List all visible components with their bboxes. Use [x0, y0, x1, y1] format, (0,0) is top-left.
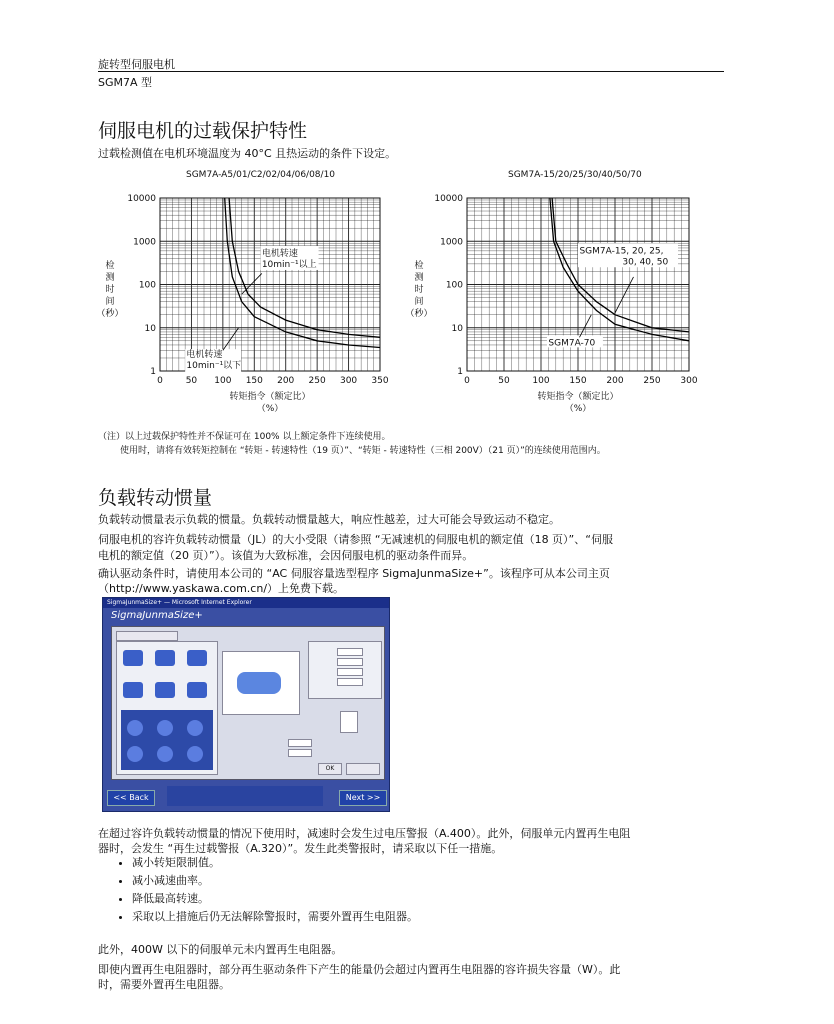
list-item: • 减小减速曲率。	[132, 872, 736, 890]
y-axis-label: 间	[105, 297, 115, 307]
x-axis-label-unit: （%）	[256, 404, 284, 414]
x-axis-label: 转矩指令（额定比）	[537, 392, 619, 402]
paragraph-inertia-3b: （http://www.yaskawa.com.cn/）上免费下载。	[98, 582, 345, 595]
y-tick-label: 10	[144, 323, 156, 334]
screenshot-ok-button[interactable]: OK	[318, 763, 342, 775]
chart2-title: SGM7A-15/20/25/30/40/50/70	[508, 170, 642, 180]
x-axis-label-unit: （%）	[564, 404, 592, 414]
annotation-speed-low-2: 10min⁻¹以下	[186, 361, 242, 372]
annotation-leader	[615, 277, 634, 313]
x-tick-label: 100	[532, 376, 550, 386]
annotation-speed-high-2: 10min⁻¹以上	[261, 259, 317, 270]
y-axis-label: 时	[414, 285, 424, 295]
y-axis-label: 测	[414, 273, 424, 283]
screenshot-step-bar	[167, 786, 323, 806]
y-tick-label: 100	[138, 280, 156, 291]
chart1	[96, 180, 396, 420]
paragraph-inertia-6a: 即使内置再生电阻器时，部分再生驱动条件下产生的能量仍会超过内置再生电阻器的容许损失容量（W）。此	[98, 963, 621, 976]
chart1-title: SGM7A-A5/01/C2/02/04/06/08/10	[186, 170, 336, 180]
y-tick-label: 10000	[434, 194, 463, 204]
y-axis-label: 时	[105, 285, 115, 295]
screenshot-app-name: SigmaJunmaSize+	[111, 610, 203, 621]
annotation-series-a: SGM7A-15, 20, 25,	[579, 246, 664, 257]
y-axis-label: 间	[414, 297, 424, 307]
paragraph-inertia-6b: 时，需要外置再生电阻器。	[98, 978, 230, 991]
paragraph-inertia-2a: 伺服电机的容许负载转动惯量（JL）的大小受限（请参照 “无减速机的伺服电机的额定值（18 页）”、“伺服	[98, 533, 613, 546]
x-tick-label: 300	[680, 376, 698, 386]
screenshot-tab[interactable]	[116, 631, 178, 641]
screenshot-back-button[interactable]: << Back	[107, 790, 155, 806]
chart2	[405, 180, 710, 420]
section-title-inertia: 负载转动惯量	[98, 487, 213, 509]
screenshot-panel	[111, 626, 385, 780]
annotation-speed-low: 电机转速	[186, 350, 223, 361]
section-title-overload: 伺服电机的过载保护特性	[98, 120, 308, 142]
x-tick-label: 300	[339, 376, 358, 386]
screenshot-mechanism-grid	[116, 641, 218, 775]
list-item: • 降低最高转速。	[132, 890, 736, 908]
y-tick-label: 1	[457, 367, 463, 377]
paragraph-inertia-4a: 在超过容许负载转动惯量的情况下使用时，减速时会发生过电压警报（A.400）。此外，伺服单元内置再生电阻	[98, 827, 631, 840]
y-tick-label: 1000	[133, 237, 156, 248]
x-tick-label: 200	[277, 376, 295, 386]
annotation-series-b: SGM7A-70	[548, 338, 596, 349]
x-tick-label: 100	[214, 376, 232, 386]
screenshot-title-bar: SigmaJunmaSize+ — Microsoft Internet Explorer	[103, 598, 389, 608]
note-1: （注）以上过载保护特性并不保证可在 100% 以上额定条件下连续使用。	[98, 432, 391, 442]
x-tick-label: 150	[569, 376, 587, 386]
x-axis-label: 转矩指令（额定比）	[229, 392, 311, 402]
screenshot-cylinder-preview	[222, 651, 300, 715]
x-tick-label: 250	[643, 376, 661, 386]
y-axis-label: （秒）	[405, 309, 433, 319]
y-axis-label: （秒）	[96, 309, 124, 319]
x-tick-label: 50	[185, 376, 198, 386]
y-axis-label: 检	[105, 261, 115, 271]
y-axis-label: 检	[414, 261, 424, 271]
screenshot-calc-button[interactable]	[340, 711, 358, 733]
paragraph-inertia-3a: 确认驱动条件时，请使用本公司的 “AC 伺服容量选型程序 SigmaJunmaSize+”。该程序可从本公司主页	[98, 567, 610, 580]
annotation-speed-high: 电机转速	[261, 248, 298, 259]
annotation-series-a-2: 30, 40, 50	[622, 257, 669, 268]
y-tick-label: 1	[150, 367, 156, 377]
screenshot-cancel-button[interactable]	[346, 763, 380, 775]
header-product-type: 旋转型伺服电机	[98, 58, 175, 71]
screenshot-input-panel	[308, 641, 382, 699]
x-tick-label: 250	[308, 376, 326, 386]
note-2: 使用时，请将有效转矩控制在 “转矩 - 转速特性（19 页）”、“转矩 - 转速特性（三相 200V）（21 页）”的连续使用范围内。	[120, 446, 606, 456]
y-tick-label: 1000	[440, 237, 463, 248]
x-tick-label: 350	[371, 376, 389, 386]
y-tick-label: 10000	[127, 194, 156, 204]
x-tick-label: 150	[245, 376, 263, 386]
paragraph-inertia-5: 此外，400W 以下的伺服单元未内置再生电阻器。	[98, 943, 343, 956]
section-intro-overload: 过载检测值在电机环境温度为 40°C 且热运动的条件下设定。	[98, 147, 397, 160]
measures-list	[116, 854, 736, 926]
x-tick-label: 0	[464, 376, 470, 386]
annotation-leader	[223, 328, 239, 351]
list-item: • 减小转矩限制值。	[132, 854, 736, 872]
paragraph-inertia-1: 负载转动惯量表示负载的惯量。负载转动惯量越大，响应性越差，过大可能会导致运动不稳定。	[98, 513, 560, 526]
annotation-leader	[242, 273, 262, 294]
paragraph-inertia-2b: 电机的额定值（20 页）”）。该值为大致标准，会因伺服电机的驱动条件而异。	[98, 549, 474, 562]
header-divider	[98, 71, 724, 72]
y-tick-label: 10	[451, 323, 463, 334]
y-axis-label: 测	[105, 273, 115, 283]
x-tick-label: 50	[498, 376, 510, 386]
screenshot-next-button[interactable]: Next >>	[339, 790, 387, 806]
list-item: • 采取以上措施后仍无法解除警报时，需要外置再生电阻器。	[132, 908, 736, 926]
software-screenshot	[102, 597, 390, 812]
header-model: SGM7A 型	[98, 76, 153, 89]
x-tick-label: 200	[606, 376, 624, 386]
y-tick-label: 100	[445, 280, 463, 291]
paragraph-inertia-4b: 器时，会发生 “再生过载警报（A.320）”。发生此类警报时，请采取以下任一措施。	[98, 842, 503, 855]
x-tick-label: 0	[157, 376, 163, 386]
